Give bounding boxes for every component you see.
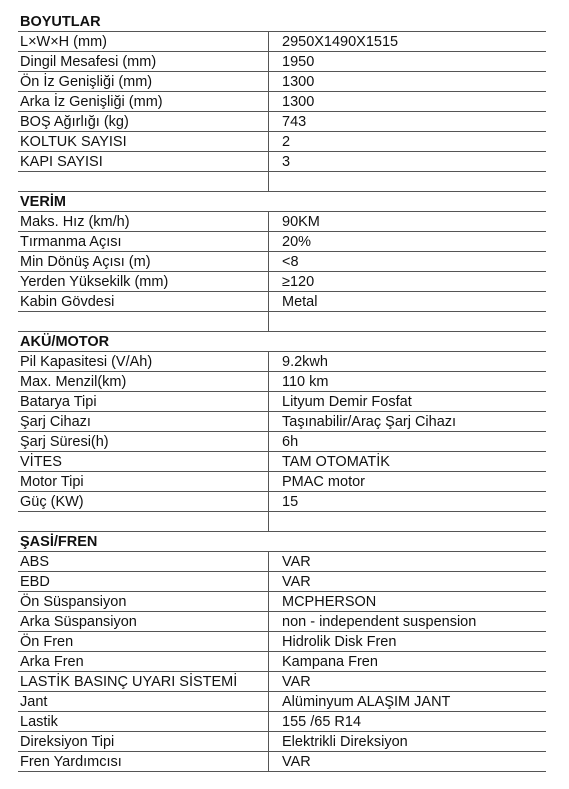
spec-value: VAR [282,754,311,770]
spec-value: 15 [282,494,299,510]
section-title: BOYUTLAR [20,14,101,30]
column-divider [268,472,269,492]
spacer-row [18,512,546,532]
column-divider [268,292,269,312]
spec-value: 3 [282,154,291,170]
column-divider [268,312,269,332]
spec-label: Arka Fren [20,654,84,670]
spec-value: Hidrolik Disk Fren [282,634,397,650]
section-title: ŞASİ/FREN [20,534,98,550]
spec-value: 2 [282,134,291,150]
spec-value: Lityum Demir Fosfat [282,394,412,410]
column-divider [268,752,269,772]
column-divider [268,692,269,712]
spec-row [18,72,546,92]
spec-row [18,452,546,472]
spec-row [18,112,546,132]
spec-value: Kampana Fren [282,654,378,670]
spec-row [18,292,546,312]
spec-label: Max. Menzil(km) [20,374,127,390]
spec-row [18,712,546,732]
spec-label: Güç (KW) [20,494,84,510]
spec-value: 1300 [282,74,315,90]
column-divider [268,52,269,72]
spec-value: VAR [282,674,311,690]
spec-row [18,652,546,672]
column-divider [268,272,269,292]
spec-value: Elektrikli Direksiyon [282,734,408,750]
spec-label: KOLTUK SAYISI [20,134,127,150]
spec-row [18,572,546,592]
spec-label: Motor Tipi [20,474,84,490]
column-divider [268,672,269,692]
spec-row [18,32,546,52]
spec-label: Kabin Gövdesi [20,294,115,310]
spec-label: Fren Yardımcısı [20,754,122,770]
spec-row [18,692,546,712]
spec-label: Şarj Süresi(h) [20,434,109,450]
column-divider [268,112,269,132]
spec-row [18,272,546,292]
spec-row [18,592,546,612]
spec-row [18,472,546,492]
spec-label: Arka Süspansiyon [20,614,137,630]
column-divider [268,572,269,592]
spec-row [18,672,546,692]
spec-label: BOŞ Ağırlığı (kg) [20,114,129,130]
column-divider [268,392,269,412]
spec-value: 9.2kwh [282,354,328,370]
spec-label: LASTİK BASINÇ UYARI SİSTEMİ [20,674,238,690]
spec-row [18,372,546,392]
spec-row [18,152,546,172]
spec-value: VAR [282,554,311,570]
spec-value: 1950 [282,54,315,70]
spec-row [18,612,546,632]
spec-value: TAM OTOMATİK [282,454,390,470]
spec-label: Şarj Cihazı [20,414,91,430]
spec-row [18,352,546,372]
column-divider [268,212,269,232]
spec-row [18,632,546,652]
spec-row [18,52,546,72]
spec-value: Metal [282,294,318,310]
column-divider [268,612,269,632]
column-divider [268,492,269,512]
spec-label: Pil Kapasitesi (V/Ah) [20,354,153,370]
column-divider [268,592,269,612]
spec-value: 20% [282,234,312,250]
spec-label: Tırmanma Açısı [20,234,122,250]
column-divider [268,92,269,112]
spec-value: PMAC motor [282,474,365,490]
spec-value: 2950X1490X1515 [282,34,399,50]
spec-label: Arka İz Genişliği (mm) [20,94,163,110]
spec-value: VAR [282,574,311,590]
column-divider [268,452,269,472]
spec-row [18,132,546,152]
spec-label: Min Dönüş Açısı (m) [20,254,151,270]
section-header [18,12,546,32]
spec-label: KAPI SAYISI [20,154,103,170]
section-header [18,192,546,212]
spec-row [18,212,546,232]
spec-value: MCPHERSON [282,594,377,610]
spec-value: 90KM [282,214,320,230]
spec-value: 743 [282,114,307,130]
spec-row [18,92,546,112]
column-divider [268,512,269,532]
column-divider [268,552,269,572]
spec-label: Ön İz Genişliği (mm) [20,74,153,90]
section-title: VERİM [20,194,66,210]
column-divider [268,412,269,432]
spec-sheet [18,12,546,772]
spec-row [18,752,546,772]
spec-label: Yerden Yüksekilk (mm) [20,274,169,290]
spec-value: 155 /65 R14 [282,714,362,730]
spec-row [18,252,546,272]
spec-label: VİTES [20,454,62,470]
spec-value: Taşınabilir/Araç Şarj Cihazı [282,414,457,430]
section-header [18,532,546,552]
column-divider [268,252,269,272]
spacer-row [18,172,546,192]
spec-label: Dingil Mesafesi (mm) [20,54,157,70]
spec-label: Batarya Tipi [20,394,97,410]
section-title: AKÜ/MOTOR [20,334,110,350]
column-divider [268,632,269,652]
spec-value: 110 km [282,374,329,390]
column-divider [268,372,269,392]
column-divider [268,132,269,152]
column-divider [268,712,269,732]
spacer-row [18,312,546,332]
spec-value: 1300 [282,94,315,110]
spec-label: Lastik [20,714,58,730]
spec-value: 6h [282,434,299,450]
column-divider [268,72,269,92]
spec-label: Direksiyon Tipi [20,734,115,750]
column-divider [268,152,269,172]
spec-value: ≥120 [282,274,315,290]
spec-row [18,492,546,512]
column-divider [268,652,269,672]
spec-value: <8 [282,254,299,270]
spec-label: L×W×H (mm) [20,34,107,50]
spec-row [18,732,546,752]
spec-row [18,552,546,572]
spec-value: Alüminyum ALAŞIM JANT [282,694,451,710]
spec-value: non - independent suspension [282,614,477,630]
spec-label: Jant [20,694,48,710]
spec-label: Ön Süspansiyon [20,594,127,610]
column-divider [268,232,269,252]
column-divider [268,432,269,452]
column-divider [268,352,269,372]
spec-row [18,392,546,412]
spec-row [18,232,546,252]
section-header [18,332,546,352]
column-divider [268,172,269,192]
column-divider [268,732,269,752]
spec-label: EBD [20,574,50,590]
spec-row [18,432,546,452]
column-divider [268,32,269,52]
spec-row [18,412,546,432]
spec-label: Maks. Hız (km/h) [20,214,130,230]
spec-label: Ön Fren [20,634,74,650]
spec-label: ABS [20,554,50,570]
